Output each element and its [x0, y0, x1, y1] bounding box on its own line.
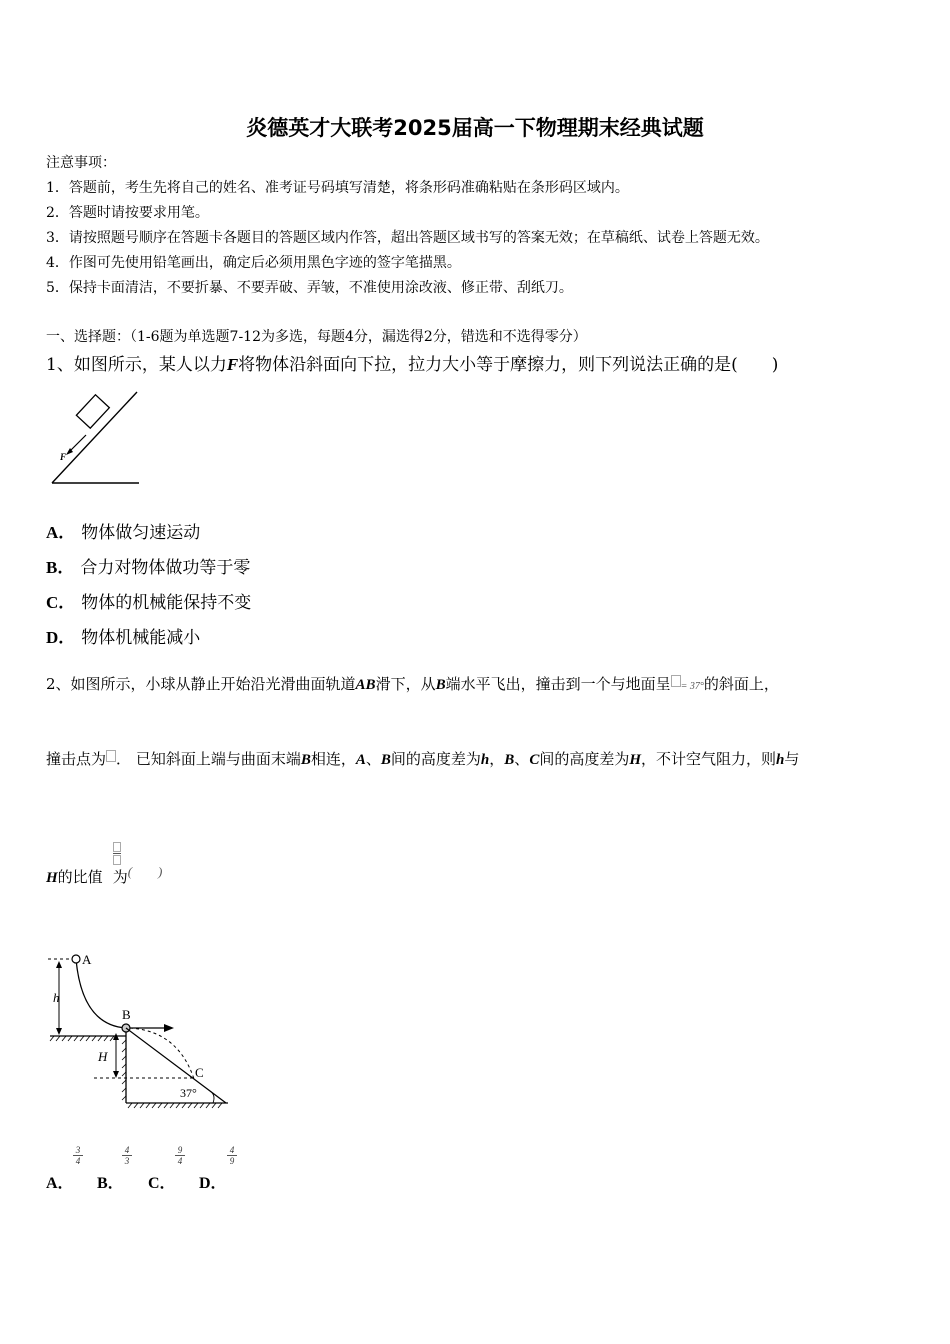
- question-2-line-3: H的比值 为( ): [46, 864, 163, 886]
- option-a[interactable]: A．: [46, 1175, 74, 1192]
- option-a-fraction: $\frac{3}{4}$: [73, 1145, 83, 1166]
- angle-label: 37°: [180, 1086, 197, 1100]
- option-b[interactable]: B． 合力对物体做功等于零: [46, 558, 251, 578]
- missing-symbol-icon: [671, 675, 681, 687]
- h-label: h: [53, 990, 60, 1005]
- point-a-label: A: [82, 952, 92, 967]
- option-c-fraction: $\frac{9}{4}$: [175, 1145, 185, 1166]
- notice-item: 3．请按照题号顺序在答题卡各题目的答题区域内作答，超出答题区域书写的答案无效；在草稿纸、试卷上答题无效。: [46, 230, 769, 246]
- missing-symbol-icon: [106, 750, 116, 762]
- notice-item: 2．答题时请按要求用笔。: [46, 205, 209, 221]
- question-2-line-1: 2、如图所示，小球从静止开始沿光滑曲面轨道AB滑下，从B端水平飞出，撞击到一个与地面呈 = 37°的斜面上，: [46, 675, 779, 693]
- notice-item: 1．答题前，考生先将自己的姓名、准考证号码填写清楚，将条形码准确粘贴在条形码区域内。: [46, 180, 629, 196]
- option-d[interactable]: D．: [199, 1175, 227, 1192]
- big-h-label: H: [98, 1049, 108, 1064]
- option-d-fraction: $\frac{4}{9}$: [227, 1145, 237, 1166]
- page-title: 炎德英才大联考2025届高一下物理期末经典试题: [246, 116, 704, 140]
- option-b-fraction: $\frac{4}{3}$: [122, 1145, 132, 1166]
- notice-item: 5．保持卡面清洁，不要折暴、不要弄破、弄皱，不准使用涂改液、修正带、刮纸刀。: [46, 280, 573, 296]
- point-c-label: C: [195, 1065, 204, 1080]
- option-a[interactable]: A． 物体做匀速运动: [46, 523, 201, 543]
- point-b-label: B: [122, 1007, 131, 1022]
- question-2-line-2: 撞击点为 ． 已知斜面上端与曲面末端B相连，A、B间的高度差为h，B、C间的高度差为H，不计空气阻力，则h与: [46, 750, 800, 768]
- question-1-stem: 1、如图所示，某人以力F将物体沿斜面向下拉，拉力大小等于摩擦力，则下列说法正确的是( ): [46, 355, 779, 375]
- projectile-figure: [46, 945, 236, 1115]
- option-c[interactable]: C． 物体的机械能保持不变: [46, 593, 252, 613]
- section-heading: 一、选择题：（1-6题为单选题7-12为多选，每题4分，漏选得2分，错选和不选得零分）: [46, 329, 587, 345]
- ratio-fraction-icon: [113, 842, 121, 865]
- force-label: F: [60, 452, 67, 462]
- option-d[interactable]: D． 物体机械能减小: [46, 628, 201, 648]
- option-c[interactable]: C．: [148, 1175, 176, 1192]
- incline-figure: [46, 385, 146, 490]
- option-b[interactable]: B．: [97, 1175, 124, 1192]
- notice-item: 4．作图可先使用铅笔画出，确定后必须用黑色字迹的签字笔描黑。: [46, 255, 461, 271]
- notice-heading: 注意事项：: [46, 155, 116, 171]
